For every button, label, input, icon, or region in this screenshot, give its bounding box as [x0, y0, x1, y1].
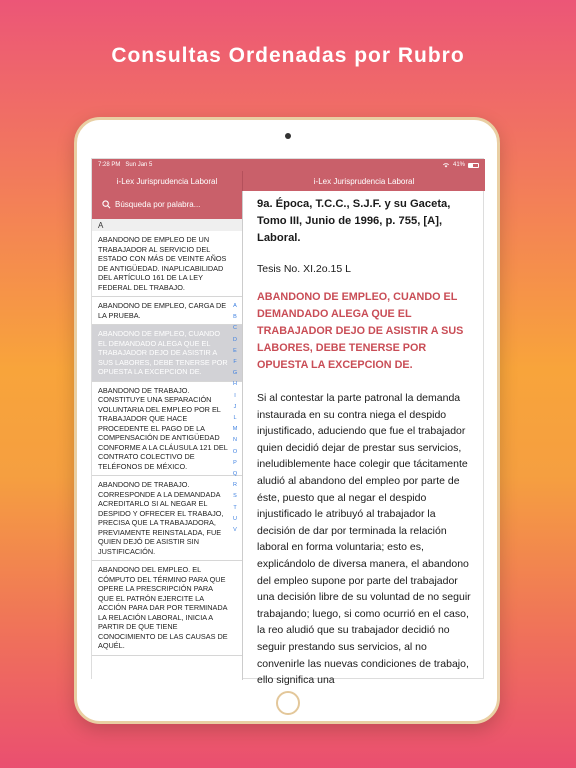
index-letter[interactable]: D — [233, 336, 237, 343]
index-letter[interactable]: R — [233, 482, 237, 489]
index-letter[interactable]: T — [233, 504, 237, 511]
index-letter[interactable]: B — [233, 314, 237, 321]
index-letter[interactable]: H — [233, 381, 237, 388]
master-nav-title: i-Lex Jurisprudencia Laboral — [92, 171, 243, 191]
section-header: A — [92, 219, 242, 231]
index-letter[interactable]: V — [233, 527, 237, 534]
index-letter[interactable]: L — [233, 415, 237, 422]
list-item[interactable]: ABANDONO DE TRABAJO. CORRESPONDE A LA DEMANDADA ACREDITARLO SI AL NEGAR EL DESPIDO Y OFRECER EL TRABAJO, PRECISA QUE LA TRABAJADORA, PREVIAMENTE REINSTALADA, FUE QUIEN DEJÓ DE ASISTIR SIN JUSTIFICACIÓN. — [92, 476, 242, 561]
index-letter[interactable]: M — [232, 426, 238, 433]
index-letter[interactable]: A — [233, 303, 237, 309]
app-screen — [91, 158, 484, 687]
battery-icon — [468, 163, 479, 168]
list-item[interactable]: ABANDONO DE EMPLEO, CARGA DE LA PRUEBA. — [92, 297, 242, 325]
index-letter[interactable]: F — [233, 359, 237, 366]
battery-percent: 41% — [452, 162, 465, 168]
index-letter[interactable]: P — [233, 459, 237, 466]
index-letter[interactable]: I — [234, 392, 236, 399]
search-placeholder: Búsqueda por palabra... — [115, 199, 201, 209]
list-item[interactable]: ABANDONO DE EMPLEO, CUANDO EL DEMANDADO ALEGA QUE EL TRABAJADOR DEJO DE ASISTIR A SUS LABORES, DEBE TENERSE POR OPUESTA LA EXCEPCION DE. — [92, 325, 242, 382]
camera-icon — [285, 133, 291, 139]
status-bar — [92, 159, 485, 171]
rubro-list — [92, 231, 242, 656]
rubro-list-pane — [92, 191, 243, 680]
tesis-number: Tesis No. XI.2o.15 L — [257, 263, 351, 275]
list-item[interactable]: ABANDONO DE TRABAJO. CONSTITUYE UNA SEPARACIÓN VOLUNTARIA DEL EMPLEO POR EL TRABAJADOR QUE HACE PROCEDENTE EL PAGO DE LA COMPENSACIÓN DE ANTIGÜEDAD CONFORME A LA CLÁUSULA 121 DEL CONTRATO COLECTIVO DE TELÉFONOS DE MÉXICO. — [92, 382, 242, 477]
index-letter[interactable]: J — [233, 403, 237, 410]
rubro-title: ABANDONO DE EMPLEO, CUANDO EL DEMANDADO ALEGA QUE EL TRABAJADOR DEJO DE ASISTIR A SUS LABORES, DEBE TENERSE POR OPUESTA LA EXCEPCION DE. — [257, 291, 464, 371]
status-date: Sun Jan 5 — [125, 162, 153, 168]
index-letter[interactable]: S — [233, 493, 237, 500]
promo-headline: Consultas Ordenadas por Rubro — [111, 44, 465, 67]
list-item[interactable]: ABANDONO DEL EMPLEO. EL CÓMPUTO DEL TÉRMINO PARA QUE OPERE LA PRESCRIPCIÓN PARA QUE EL PATRÓN EJERCITE LA ACCIÓN PARA DAR POR TERMINADA LA RELACIÓN LABORAL, INICIA A PARTIR DE QUE TIENE CONOCIMIENTO DE LAS CAUSAS DE AQUÉL. — [92, 561, 242, 656]
search-icon — [102, 200, 111, 209]
search-bar — [92, 191, 242, 219]
detail-pane — [243, 191, 485, 687]
home-button[interactable] — [276, 691, 300, 715]
list-item[interactable]: ABANDONO DE EMPLEO DE UN TRABAJADOR AL SERVICIO DEL ESTADO CON MÁS DE VEINTE AÑOS DE ANTIGÜEDAD. INAPLICABILIDAD DEL ARTÍCULO 161 DE LA LEY FEDERAL DEL TRABAJO. — [92, 231, 242, 297]
nav-bar — [92, 171, 485, 191]
ipad-device-frame — [74, 117, 500, 724]
tesis-body: Si al contestar la parte patronal la demanda instaurada en su contra niega el despido injustificado, aduciendo que fue el trabajador quien decidió dejar de prestar sus servicios, ineludiblemente hace colegir que tácitamente aludió al abandono del empleo por parte de éste, puesto que al negar el despido injustificado le atribuyó al trabajador la decisión de dar por terminada la relación laboral en forma voluntaria; esto es, explicándolo de diversa manera, el abandono del empleo supone por parte del trabajador una decisión libre de su voluntad de no seguir trabajando; luego, si como ocurrió en el caso, la reo aludió que su trabajador decidió no seguir prestando sus servicios, al no convenirle las nuevas condiciones de trabajo, ello significa una — [257, 392, 471, 687]
citation-text: 9a. Época, T.C.C., S.J.F. y su Gaceta, Tomo III, Junio de 1996, p. 755, [A], Laboral. — [257, 198, 451, 244]
index-letter[interactable]: C — [233, 325, 237, 332]
index-letter[interactable]: O — [232, 448, 238, 455]
index-letter[interactable]: G — [232, 370, 238, 377]
wifi-icon — [442, 162, 450, 168]
status-time: 7:28 PM — [98, 162, 121, 168]
search-input[interactable] — [98, 195, 236, 213]
index-letter[interactable]: N — [233, 437, 237, 444]
index-letter[interactable]: U — [233, 515, 237, 522]
index-letter[interactable]: Q — [232, 471, 238, 478]
index-letter[interactable]: E — [233, 347, 237, 354]
alphabet-index[interactable] — [231, 301, 239, 536]
detail-nav-title: i-Lex Jurisprudencia Laboral — [313, 176, 415, 186]
